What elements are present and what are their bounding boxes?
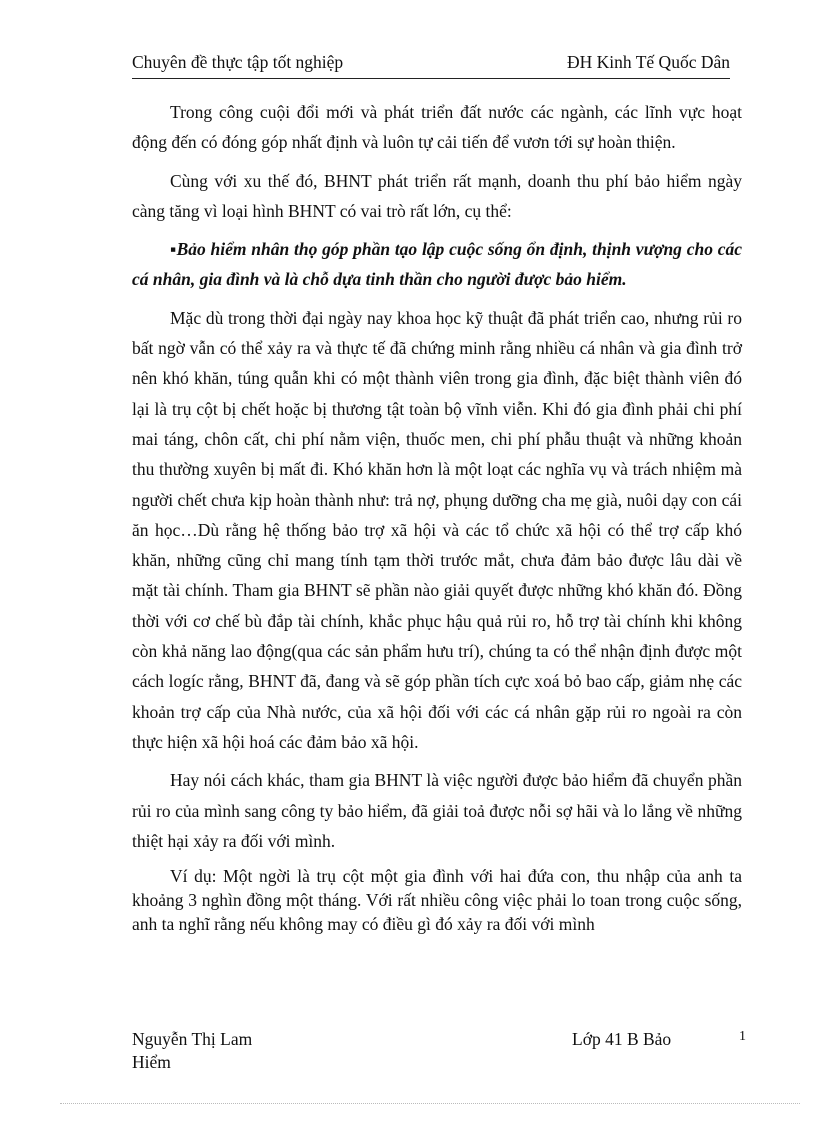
paragraph: Mặc dù trong thời đại ngày nay khoa học kỹ thuật đã phát triển cao, nhưng rủi ro bất ngờ vẫn có thể xảy ra và thực tế đã chứng minh rằng nhiều cá nhân và gia đình trở nên khó khăn, túng quẫn khi có một thành viên trong gia đình, đặc biệt thành viên đó lại là trụ cột bị chết hoặc bị thương tật toàn bộ vĩnh viễn. Khi đó gia đình phải chi phí mai táng, chôn cất, chi phí nằm viện, thuốc men, chi phí phẫu thuật và những khoản thu thường xuyên bị mất đi. Khó khăn hơn là một loạt các nghĩa vụ và trách nhiệm mà người chết chưa kịp hoàn thành như: trả nợ, phụng dưỡng cha mẹ già, nuôi dạy con cái ăn học…Dù rằng hệ thống bảo trợ xã hội và các tổ chức xã hội có thể trợ cấp khó khăn, những cũng chỉ mang tính tạm thời trước mắt, chưa đảm bảo được lâu dài về mặt tài chính. Tham gia BHNT sẽ phần nào giải quyết được những khó khăn đó. Đồng thời với cơ chế bù đắp tài chính, khắc phục hậu quả rủi ro, hỗ trợ tài chính khi không còn khả năng lao động(qua các sản phẩm hưu trí), chúng ta có thể nhận định được một cách logíc rằng, BHNT đã, đang và sẽ góp phần tích cực xoá bỏ bao cấp, giảm nhẹ các khoản trợ cấp của Nhà nước, của xã hội đối với các cá nhân gặp rủi ro ngoài ra còn thực hiện xã hội hoá các đảm bảo xã hội. — [132, 307, 742, 752]
paragraph: Hay nói cách khác, tham gia BHNT là việc người được bảo hiểm đã chuyển phần rủi ro của mình sang công ty bảo hiểm, đã giải toả được nỗi sợ hãi và lo lắng về những thiệt hại xảy ra đối với mình. — [132, 770, 742, 851]
example-paragraph: Ví dụ: Một ngời là trụ cột một gia đình với hai đứa con, thu nhập của anh ta khoảng 3 nghìn đồng một tháng. Với rất nhiều công việc phải lo toan trong cuộc sống, anh ta nghĩ rằng nếu không may có điều gì đó xảy ra đối với mình — [132, 866, 742, 935]
bold-bullet-paragraph: ▪Bảo hiểm nhân thọ góp phần tạo lập cuộc sống ổn định, thịnh vượng cho các cá nhân, gia đình và là chỗ dựa tinh thần cho người được bảo hiểm. — [132, 239, 742, 290]
page-bottom-divider — [60, 1103, 800, 1104]
header-left-title: Chuyên đề thực tập tốt nghiệp — [132, 52, 344, 72]
paragraph: Cùng với xu thế đó, BHNT phát triển rất mạnh, doanh thu phí bảo hiểm ngày càng tăng vì loại hình BHNT có vai trò rất lớn, cụ thể: — [132, 170, 742, 221]
footer-class: Lớp 41 B Bảo — [572, 1029, 672, 1049]
page-header — [132, 52, 730, 79]
paragraph: Trong công cuội đổi mới và phát triển đất nước các ngành, các lĩnh vực hoạt động đến có đóng góp nhất định và luôn tự cải tiến để vươn tới sự hoàn thiện. — [132, 102, 742, 153]
document-body — [132, 97, 742, 944]
footer-author: Nguyễn Thị Lam Hiểm — [132, 1029, 253, 1072]
header-right-title: ĐH Kinh Tế Quốc Dân — [567, 52, 730, 72]
page-number: 1 — [739, 1029, 746, 1044]
